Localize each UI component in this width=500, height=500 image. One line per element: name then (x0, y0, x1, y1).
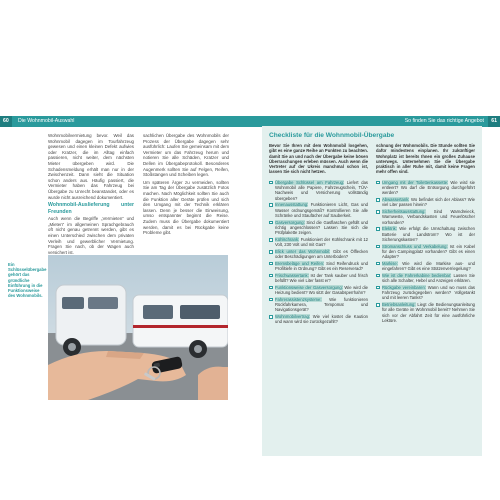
checklist-item (269, 261, 368, 272)
checkbox-icon (269, 298, 273, 302)
checklist-item (376, 302, 475, 323)
checklist-text: Ist ein Kabel für den Campingplatz vorhanden? Gibt es einen Adapter? (382, 243, 475, 260)
checklist-text: Sind die Gasflaschen gefüllt und richtig angeschlossen? Lassen Sie sich die Prüfplakette zeigen. (275, 219, 368, 236)
checkbox-icon (269, 286, 273, 290)
checklist-column-right (376, 180, 475, 326)
checklist-keyword: Kühlschrank: (275, 236, 300, 242)
page-number-left: 60 (0, 116, 12, 127)
text-column-1 (48, 133, 134, 255)
checklist-text: Wie viel kostet die Kaution und wann wird sie zurückgezahlt? (275, 314, 368, 325)
checklist-text: Lassen Sie sich alle Schalter, Hebel und Anzeigen erklären. (382, 272, 476, 284)
checklist-item (376, 226, 475, 242)
checklist-item (269, 297, 368, 313)
checklist-text: Funktioniert der Kühlschrank mit 12 Volt, 230 Volt und mit Gas? (275, 236, 368, 248)
checklist-text: Sind Reifendruck und Profiltiefe in Ordnung? Gibt es ein Reserverad? (275, 260, 368, 272)
checkbox-icon (269, 221, 273, 225)
checkbox-icon (376, 286, 380, 290)
checklist-panel (262, 126, 482, 456)
checklist-column-left (269, 180, 368, 326)
checklist-item (269, 180, 368, 201)
intro-right: schnung der Wohnmobils. Die Stunde sollten Sie dafür mindestens einplanen. Ihr zukünftiger Wohnplatz ist bereits Ihnen ein großes Zuhause unterwegs. Unternehmen Sie die Übergabe praktisch in aller Ruhe mit, damit keine Fragen mehr offen sind. (376, 143, 475, 175)
checkbox-icon (376, 274, 380, 278)
checklist-keyword: Elektrik: (382, 226, 397, 232)
checkbox-icon (269, 315, 273, 319)
section-title-right: So finden Sie das richtige Angebot (404, 118, 484, 124)
checklist-item (376, 197, 475, 208)
checklist-keyword: Funktionsweise der Gasversorgung: (275, 284, 343, 290)
checklist-text: Wie wird die Markise aus- und eingefahren? Gibt es eine Stützenverriegelung? (382, 260, 475, 272)
checkbox-icon (269, 250, 273, 254)
checklist-keyword: Gasversorgung: (275, 219, 305, 225)
body-paragraph: sachlichen Übergabe des Wohnmobils der Prozess der Übergabe dagegen sehr ausführlich: Laufen Sie gemeinsam mit dem Vermieter um das Fahrzeug herum und notieren Sie alle Schäden, Kratzer und Dellen im Übergabeprotokoll. Besonderes Augenmerk sollten Sie auf Felgen, Reifen, Stoßstangen und Scheiben legen. (143, 133, 229, 178)
checkbox-icon (376, 245, 380, 249)
intro-left: Bevor Sie Ihren mit dem Wohnmobil losgehen, gibt es eine ganze Reihe an Punkten zu beachten. damit Sie an und nach der Übergabe keine bösen Überraschungen erleben müssen. Auch wenn die Vertreter auf der Ukreis manchmal schon ist, lassen Sie sich nicht hetzen. (269, 143, 368, 175)
checkbox-icon (269, 203, 273, 207)
checklist-keyword: Sicherheitsausstattung: (382, 209, 426, 215)
body-paragraph: Auch wenn die Begriffe „Vermieten“ und „Mieten“ im allgemeinen Sprachgebrauch oft nicht genau getrennt werden, gibt es einen Unterschied zwischen dem privaten Verleih und gewerblicher Vermietung. Fragen Sie nach, ob der Wagen auch versichert ist. (48, 216, 134, 255)
checkbox-icon (376, 262, 380, 266)
checklist-keyword: Stromanschluss und Verkabelung: (382, 243, 448, 249)
checklist-text: Funktionieren Licht, Gas und Wasser ordnungsgemäß? Kontrollieren Sie alle Schränke und Staufächer auf Sauberkeit. (275, 202, 368, 218)
checklist-item (376, 244, 475, 260)
checklist-keyword: Markise: (382, 260, 398, 266)
checklist-keyword: Frischwassertank: (275, 272, 309, 278)
checklist-item (269, 202, 368, 218)
page-number-right: 61 (488, 116, 500, 127)
checklist-item (376, 273, 475, 284)
checklist-text: Wie funktionieren Rückfahrkamera, Tempomat und Navigationsgerät? (275, 296, 368, 313)
checklist-text: Wie wird die Heizung bedient? Wo sitzt der Gasabsperrhahn? (275, 284, 368, 296)
checkbox-icon (269, 274, 273, 278)
checklist-item (376, 261, 475, 272)
checklist-text: Gibt es Ölflecken oder Beschädigungen am Unterboden? (275, 248, 368, 260)
checklist-keyword: Blick unter das Wohnmobil: (275, 248, 331, 254)
checkbox-icon (376, 303, 380, 307)
body-paragraph: Um späteren Ärger zu vermeiden, sollten Sie am Tag der Übergabe zusätzlich Fotos machen. Nach Möglichkeit sollten Sie auch die Funktion aller Geräte prüfen und sich den Umgang mit der Technik erklären lassen. Denn je besser die Einweisung, umso entspannter beginnt die Reise. Zudem muss die Übergabe dokumentiert werden, damit es bei Rückgabe keine Probleme gibt. (143, 179, 229, 236)
checklist-text: Liegt die Bedienungsanleitung für alle Geräte im Wohnmobil bereit? Nehmen Sie sich vor der Abfahrt Zeit für eine ausführliche Lektüre. (382, 302, 475, 324)
checklist-keyword: Innenausstattung: (275, 202, 309, 208)
key-handover-photo (48, 255, 228, 400)
text-column-2 (143, 133, 229, 236)
checklist-keyword: Abwassertank: (382, 197, 410, 203)
section-title-left: Die Wohnmobil-Auswahl (18, 118, 75, 124)
checkbox-icon (376, 227, 380, 231)
checkbox-icon (269, 238, 273, 242)
checklist-item (376, 209, 475, 225)
checklist-item (269, 237, 368, 248)
checklist-keyword: Wohnmobilvertrag: (275, 314, 311, 320)
checklist-text: Wie wird sie entleert? Wo darf die Entsorgung durchgeführt werden? (382, 179, 475, 196)
checklist-keyword: Bremsbeläge und Reifen: (275, 260, 325, 266)
checklist-keyword: Umgang mit der Toilettenkassette: (382, 179, 449, 185)
section-heading: Wohnmobil-Auslieferung unter Freunden (48, 202, 134, 215)
checklist-keyword: Rückgabe vereinbaren: (382, 284, 426, 290)
checklist-item (376, 285, 475, 301)
checklist-keyword: Wie ist die Fahrerkabine bedienbar: (382, 272, 452, 278)
checklist-item (269, 249, 368, 260)
photo-caption: Ein Schlüsselübergabe gehört das gründliche Einführung in die Funktionsweise des Wohnmobils. (8, 262, 47, 299)
checkbox-icon (376, 210, 380, 214)
checklist-keyword: Übergabe Schlüssel am Fahrzeug: (275, 179, 345, 185)
checklist-text: Wie erfolgt die Umschaltung zwischen Batterie und Landstrom? Wo ist der Sicherungskasten? (382, 226, 475, 242)
checklist-item (269, 273, 368, 284)
checkbox-icon (269, 181, 273, 185)
checklist-item (269, 285, 368, 296)
body-paragraph: Wohnmobilvermietung bevor. Weil das Wohnmobil dagegen im Tourfahrzeug gewesen und einen kleinen Defekt aufwies oder Kratzer, die im Alltag einfach passieren, nicht weiter, dem nächsten Mieter übergeben wird. Die Schadensmeldung erhält man nur in der Zwischenzeit. Dann sieht die Situation schon anders aus. Häufig passiert, die Vermieter haben das Fahrzeug bei Übergabe zu Unrecht beanstandet, oder es wurde nicht ausreichend dokumentiert. (48, 133, 134, 200)
checklist-text: Liefert das Wohnmobil alle Papiere, Fahrzeugschein, TÜV-Nachweis und Versicherung vollständig übergeben? (275, 179, 368, 201)
checklist-keyword: Fahrerassistenzsysteme: (275, 296, 322, 302)
checkbox-icon (376, 198, 380, 202)
checklist-text: Wann und wo muss das Fahrzeug zurückgegeben werden? Vollgetankt und mit leeren Tanks? (382, 284, 475, 301)
checklist-intro (269, 143, 475, 175)
checklist-keyword: Betriebsanleitung: (382, 302, 416, 308)
checklist-item (269, 314, 368, 325)
checklist-item (376, 180, 475, 196)
checklist-title: Checkliste für die Wohnmobil-Übergabe (269, 132, 395, 139)
checklist-text: Wo befindet sich der Ablass? Wie viel Liter passen hinein? (382, 197, 475, 208)
checklist-item (269, 220, 368, 236)
checkbox-icon (376, 181, 380, 185)
checklist-text: Sind Warndreieck, Warnweste, Verbandskasten und Feuerlöscher vorhanden? (382, 209, 475, 225)
checkbox-icon (269, 262, 273, 266)
checklist-text: Ist der Tank sauber und frisch befüllt? Wie viel Liter fasst er? (275, 272, 368, 284)
